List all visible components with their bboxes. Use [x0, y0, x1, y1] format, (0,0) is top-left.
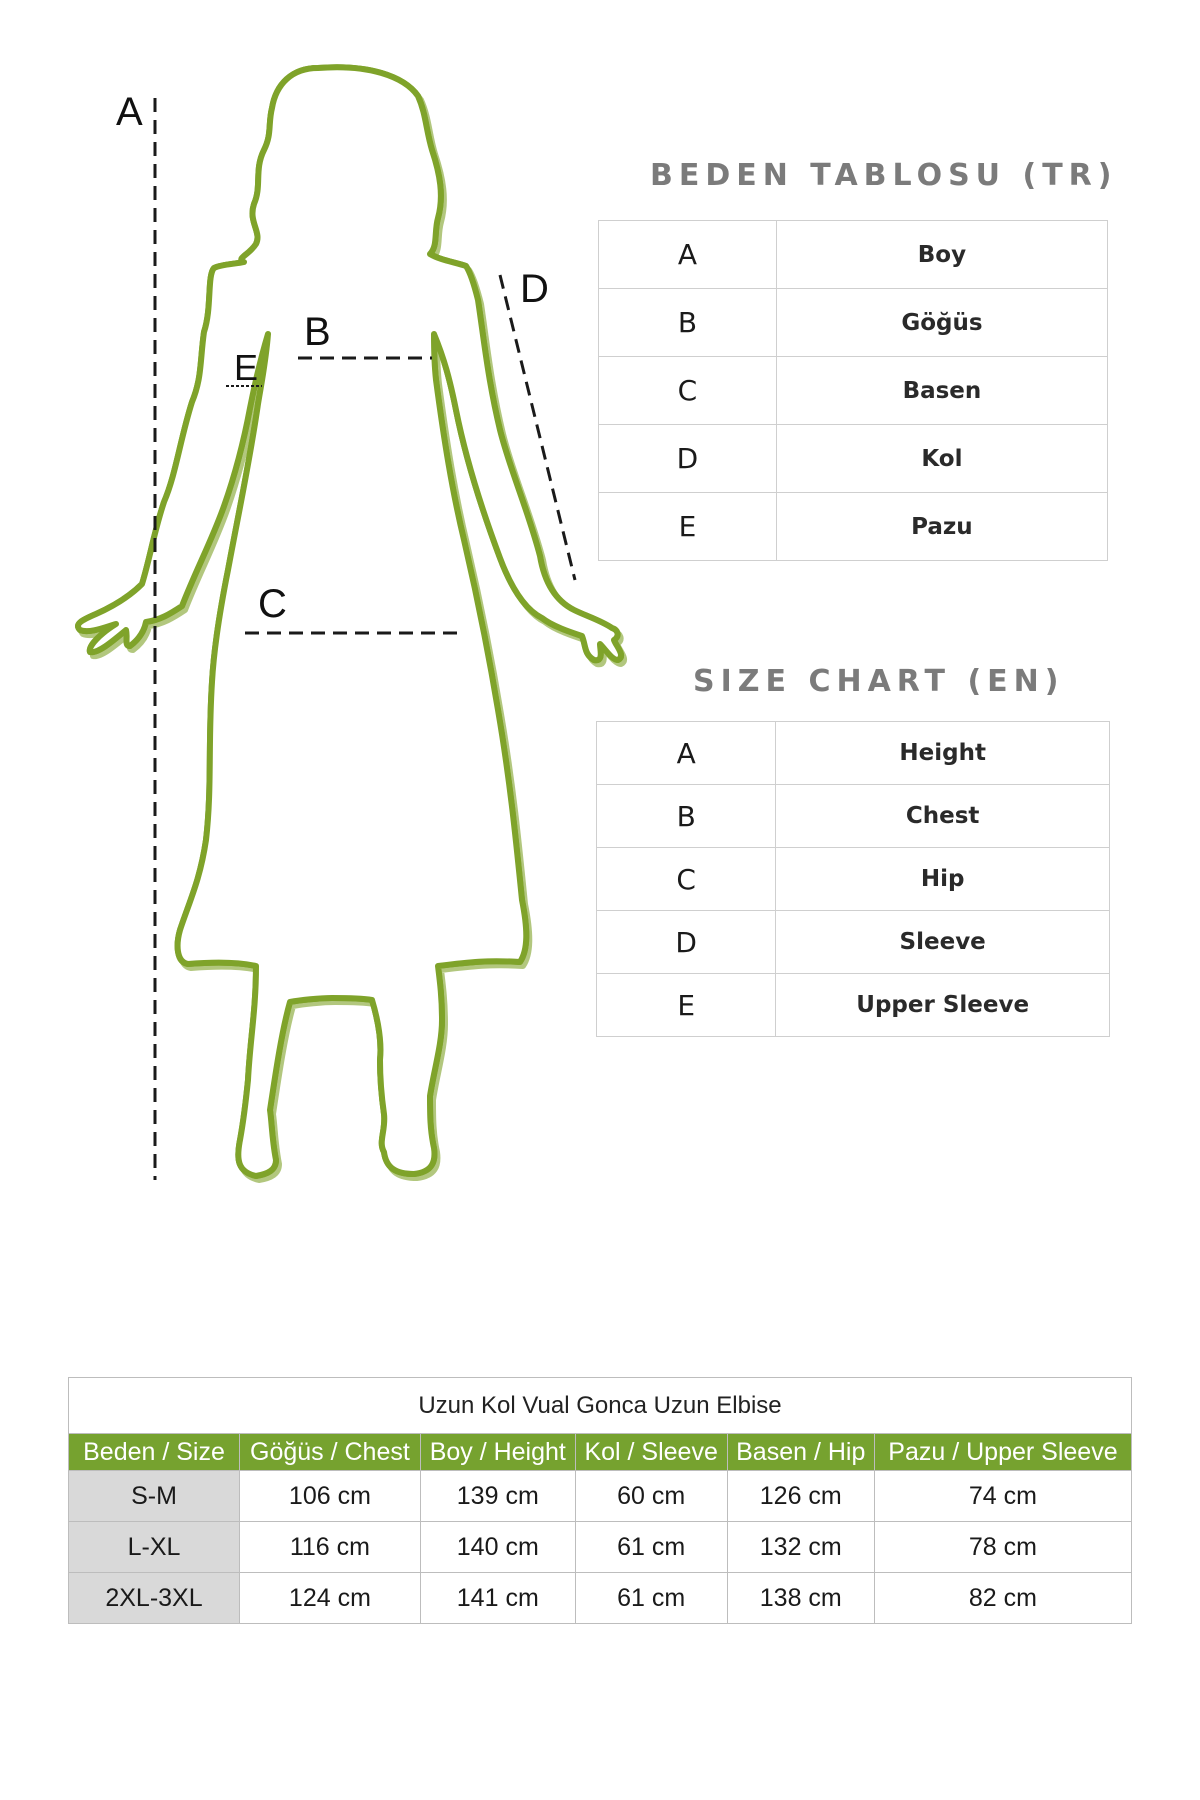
table-cell: 82 cm — [874, 1573, 1131, 1624]
legend-row — [597, 911, 1110, 974]
size-label: 2XL-3XL — [69, 1573, 240, 1624]
legend-row — [597, 785, 1110, 848]
legend-value: Chest — [776, 785, 1110, 848]
figure-label-e: E — [234, 347, 259, 388]
legend-row — [599, 493, 1108, 561]
figure-label-d: D — [520, 267, 549, 311]
table-cell: 140 cm — [420, 1522, 575, 1573]
tr-chart-title: BEDEN TABLOSU (TR) — [650, 158, 1118, 193]
legend-key: A — [597, 722, 776, 785]
legend-key: C — [599, 357, 777, 425]
legend-key: E — [599, 493, 777, 561]
legend-value: Göğüs — [776, 289, 1107, 357]
table-cell: 61 cm — [575, 1522, 727, 1573]
size-table-caption: Uzun Kol Vual Gonca Uzun Elbise — [69, 1378, 1132, 1434]
table-cell: 124 cm — [240, 1573, 421, 1624]
figure-label-b: B — [304, 310, 331, 354]
table-cell: 141 cm — [420, 1573, 575, 1624]
size-label: S-M — [69, 1471, 240, 1522]
legend-value: Height — [776, 722, 1110, 785]
table-row — [69, 1471, 1132, 1522]
table-cell: 132 cm — [727, 1522, 874, 1573]
legend-row — [599, 289, 1108, 357]
legend-value: Sleeve — [776, 911, 1110, 974]
column-header: Göğüs / Chest — [240, 1434, 421, 1471]
table-cell: 106 cm — [240, 1471, 421, 1522]
legend-key: E — [597, 974, 776, 1037]
table-cell: 78 cm — [874, 1522, 1131, 1573]
figure-label-a: A — [116, 90, 143, 134]
legend-row — [599, 357, 1108, 425]
legend-row — [599, 221, 1108, 289]
legend-key: D — [597, 911, 776, 974]
legend-value: Upper Sleeve — [776, 974, 1110, 1037]
legend-key: C — [597, 848, 776, 911]
legend-value: Pazu — [776, 493, 1107, 561]
size-table — [68, 1377, 1132, 1624]
en-chart-title: SIZE CHART (EN) — [693, 664, 1065, 699]
table-cell: 126 cm — [727, 1471, 874, 1522]
legend-row — [597, 848, 1110, 911]
legend-key: A — [599, 221, 777, 289]
table-row — [69, 1522, 1132, 1573]
table-cell: 74 cm — [874, 1471, 1131, 1522]
size-label: L-XL — [69, 1522, 240, 1573]
size-table-header-row — [69, 1434, 1132, 1471]
legend-key: B — [599, 289, 777, 357]
table-cell: 60 cm — [575, 1471, 727, 1522]
table-cell: 138 cm — [727, 1573, 874, 1624]
column-header: Boy / Height — [420, 1434, 575, 1471]
table-row — [69, 1573, 1132, 1624]
en-legend-table — [596, 721, 1110, 1037]
tr-legend-table — [598, 220, 1108, 561]
table-cell: 61 cm — [575, 1573, 727, 1624]
figure-label-c: C — [258, 582, 287, 626]
legend-value: Boy — [776, 221, 1107, 289]
legend-row — [597, 722, 1110, 785]
column-header: Pazu / Upper Sleeve — [874, 1434, 1131, 1471]
column-header: Beden / Size — [69, 1434, 240, 1471]
dress-measurement-figure — [0, 0, 640, 1220]
legend-row — [599, 425, 1108, 493]
legend-value: Kol — [776, 425, 1107, 493]
legend-key: B — [597, 785, 776, 848]
table-cell: 139 cm — [420, 1471, 575, 1522]
legend-row — [597, 974, 1110, 1037]
table-cell: 116 cm — [240, 1522, 421, 1573]
legend-value: Basen — [776, 357, 1107, 425]
column-header: Basen / Hip — [727, 1434, 874, 1471]
legend-value: Hip — [776, 848, 1110, 911]
column-header: Kol / Sleeve — [575, 1434, 727, 1471]
legend-key: D — [599, 425, 777, 493]
